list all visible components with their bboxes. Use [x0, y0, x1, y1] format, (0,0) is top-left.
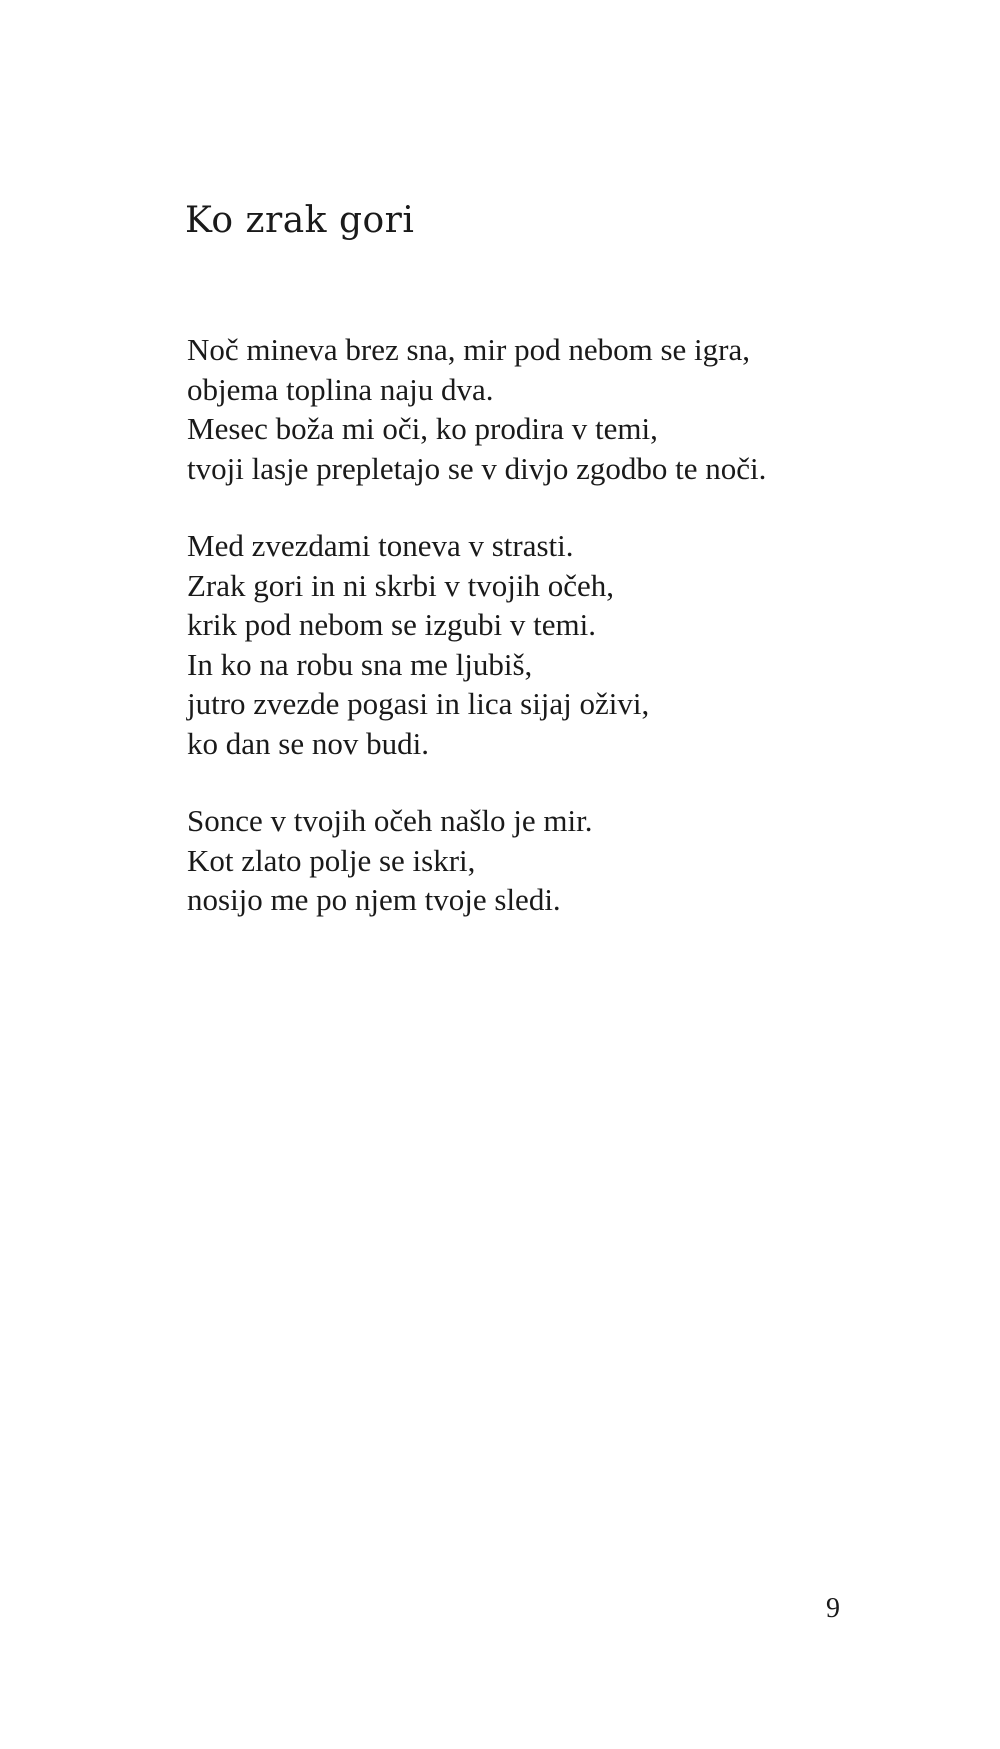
stanza-2: [187, 526, 907, 763]
poem-line: objema toplina naju dva.: [187, 371, 494, 407]
poem-line: nosijo me po njem tvoje sledi.: [187, 882, 561, 917]
poem-line: Med zvezdami toneva v strasti.: [187, 528, 574, 563]
poem-line: Zrak gori in ni skrbi v tvojih očeh,: [187, 567, 615, 603]
poem-line: krik pod nebom se izgubi v temi.: [187, 607, 596, 642]
poem-line: Mesec boža mi oči, ko prodira v temi,: [187, 411, 658, 446]
poem-line: jutro zvezde pogasi in lica sijaj oživi,: [187, 686, 650, 721]
stanza-1: [187, 330, 907, 488]
poem-line: Sonce v tvojih očeh našlo je mir.: [187, 803, 593, 838]
poem-line: Noč mineva brez sna, mir pod nebom se igra,: [187, 332, 750, 367]
poem-line: ko dan se nov budi.: [187, 725, 429, 761]
poem-line: tvoji lasje prepletajo se v divjo zgodbo te noči.: [187, 450, 767, 486]
poem-line: Kot zlato polje se iskri,: [187, 842, 476, 878]
page-title: Ko zrak gori: [185, 200, 415, 241]
page-number: 9: [826, 1593, 840, 1624]
stanza-3: [187, 801, 907, 920]
poem-line: In ko na robu sna me ljubiš,: [187, 646, 533, 682]
poem-body: [187, 330, 907, 958]
